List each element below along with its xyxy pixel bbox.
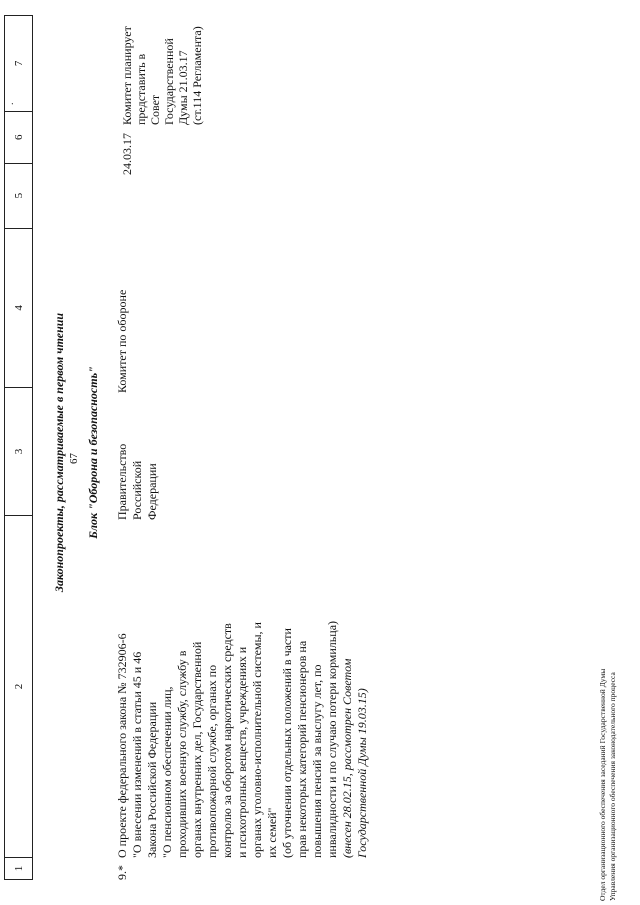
bill-line: повышения пенсий за выслугу лет, по — [310, 664, 324, 858]
bill-line: противопожарной службе, органах по — [205, 664, 219, 858]
footer-line: Отдел организационного обеспечения заседаний Государственной Думы — [598, 668, 607, 901]
note-line: Государственной — [162, 38, 176, 125]
bill-line: их семей" — [265, 807, 279, 858]
responsible-committee: Комитет по обороне — [115, 289, 129, 393]
page-number: 67 — [68, 453, 80, 464]
bill-description — [115, 558, 370, 858]
bill-line: Закона Российской Федерации — [145, 701, 159, 858]
footer — [598, 669, 618, 901]
bill-note-line: (внесен 28.02.15, рассмотрен Советом — [340, 658, 354, 858]
bill-line: О проекте федерального закона № 732906-6 — [115, 633, 129, 858]
item-date: 24.03.17 — [120, 133, 134, 175]
bill-line: (об уточнении отдельных положений в части — [280, 628, 294, 858]
column-header-6: 6 — [5, 111, 32, 163]
column-header-5: 5 — [5, 163, 32, 228]
note-line: Думы 21.03.17 — [176, 50, 190, 125]
section-title: Законопроекты, рассматриваемые в первом чтении — [52, 312, 66, 593]
column-header-1: 1 — [5, 857, 32, 879]
block-title: Блок "Оборона и безопасность" — [86, 366, 100, 539]
bill-line: "О внесении изменений в статьи 45 и 46 — [130, 651, 144, 858]
table-header — [4, 15, 33, 880]
column-header-3: 3 — [5, 387, 32, 515]
note-line: (ст.114 Регламента) — [190, 26, 204, 125]
column-header-7: 7 — [12, 60, 25, 67]
column-header-4: 4 — [5, 228, 32, 388]
footer-line: Управления организационного обеспечения законодательного процесса — [608, 672, 617, 901]
bill-line: инвалидности и по случаю потери кормильца) — [325, 620, 339, 858]
bill-line: органах уголовно-исполнительной системы, и — [250, 622, 264, 858]
initiator-line: Федерации — [145, 463, 159, 520]
bill-line: "О пенсионном обеспечении лиц, — [160, 686, 174, 858]
note-line: Комитет планирует — [120, 26, 134, 125]
bill-line: и психотропных веществ, учреждениях и — [235, 646, 249, 858]
note-line: представить в Совет — [134, 53, 162, 125]
item-note — [120, 25, 204, 125]
initiator — [115, 444, 160, 520]
bill-line: органах внутренних дел, Государственной — [190, 641, 204, 858]
bill-line: контролю за оборотом наркотических средств — [220, 623, 234, 858]
item-number: 9.* — [115, 865, 129, 880]
initiator-line: Российской — [130, 460, 144, 520]
bill-line: прав некоторых категорий пенсионеров на — [295, 640, 309, 858]
bill-line: проходивших военную службу, службу в — [175, 650, 189, 858]
page-mark: . — [5, 102, 16, 105]
initiator-line: Правительство — [115, 443, 129, 520]
bill-note-line: Государственной Думы 19.03.15) — [355, 688, 369, 858]
column-header-2: 2 — [5, 515, 32, 857]
